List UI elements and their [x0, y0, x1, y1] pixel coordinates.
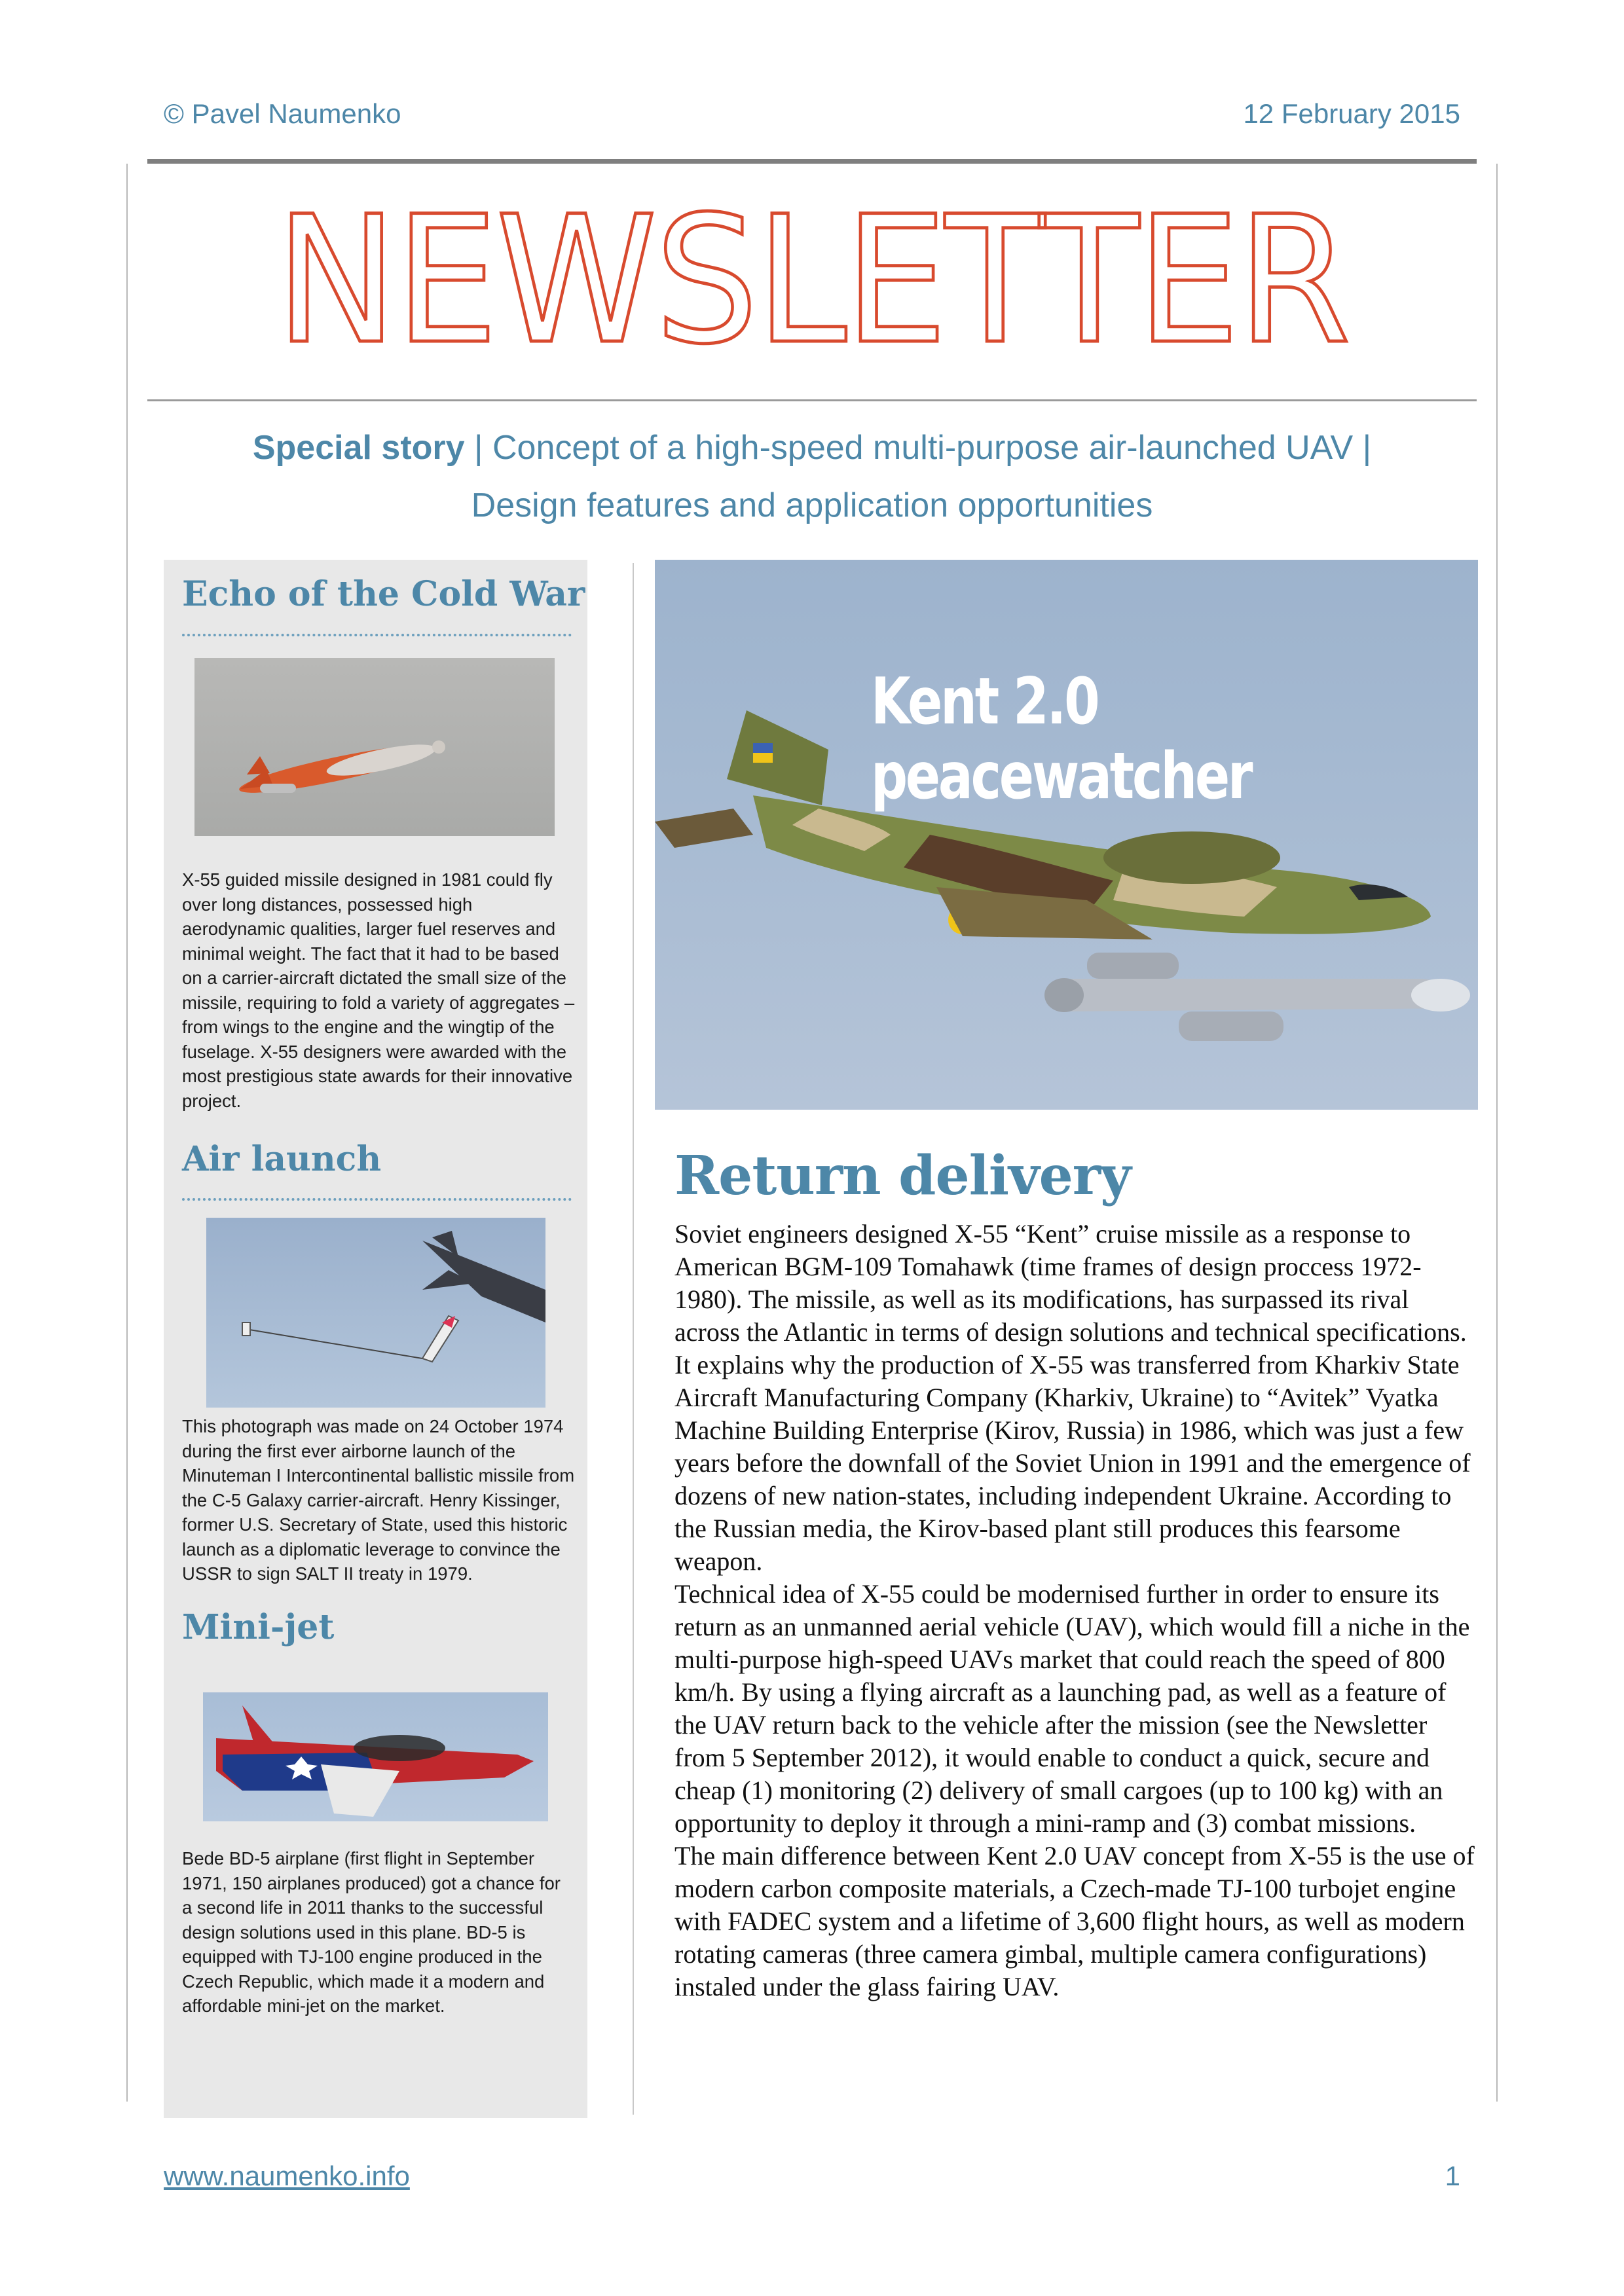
mini-jet-photo [203, 1692, 548, 1821]
article-title: Return delivery [674, 1144, 1131, 1207]
left-border [126, 164, 128, 2102]
top-rule [147, 159, 1477, 164]
header-author: © Pavel Naumenko [164, 98, 401, 129]
sidebar [164, 560, 587, 2118]
column-divider [633, 563, 634, 2115]
right-border [1496, 164, 1498, 2102]
article-body [674, 1218, 1480, 2003]
special-story-banner [164, 419, 1460, 534]
missile-photo [194, 658, 555, 836]
article-paragraph: It explains why the production of X-55 was transferred from Kharkiv State Aircraft Manufacturing Company (Kharkiv, Ukraine) to “Avitek” Vyatka Machine Building Enterprise (Kirov, Russia) in 1986, which was just a few years before the downfall of the Soviet Union in 1991 and the emergence of dozens of new nation-states, including independent Ukraine. According to the Russian media, the Kirov-based plant still produces this fearsome weapon. [674, 1350, 1471, 1576]
sidebar-text-cold-war: X-55 guided missile designed in 1981 could fly over long distances, possessed high aerodynamic qualities, larger fuel reserves and minimal weight. The fact that it had to be based on a carrier-aircraft dictated the small size of the missile, requiring to fold a variety of aggregates – from wings to the engine and the wingtip of the fuselage. X-55 designers were awarded with the most prestigious state awards for their innovative project. [182, 869, 575, 1111]
article-paragraph: The main difference between Kent 2.0 UAV concept from X-55 is the use of modern carbon composite materials, a Czech-made TJ-100 turbojet engine with FADEC system and a lifetime of 3,600 flight hours, as well as modern rotating cameras (three camera gimbal, multiple camera configurations) instaled under the glass fairing UAV. [674, 1841, 1475, 2001]
sidebar-text-air-launch: This photograph was made on 24 October 1974 during the first ever airborne launch of the Minuteman I Intercontinental ballistic missile from the C-5 Galaxy carrier-aircraft. Henry Kissinger, former U.S. Secretary of State, used this historic launch as a diplomatic leverage to convince the USSR to sign SALT II treaty in 1979. [182, 1416, 575, 1584]
special-story-label: Special story [252, 429, 465, 467]
masthead-title: NEWSLETTER [275, 179, 1349, 383]
sidebar-heading-air-launch: Air launch [182, 1139, 382, 1179]
sidebar-heading-mini-jet: Mini-jet [182, 1607, 335, 1647]
page-number: 1 [1445, 2160, 1460, 2191]
special-story-line1: | Concept of a high-speed multi-purpose air-launched UAV | [464, 429, 1372, 467]
article-paragraph: Technical idea of X-55 could be modernised further in order to ensure its return as an unmanned aerial vehicle (UAV), which would fill a niche in the multi-purpose high-speed UAVs market that could reach the speed of 800 km/h. By using a flying aircraft as a launching pad, as well as a feature of the UAV return back to the vehicle after the mission (see the Newsletter from 5 September 2012), it would enable to conduct a quick, secure and cheap (1) monitoring (2) delivery of small cargoes (up to 100 kg) with an opportunity to deploy it through a mini-ramp and (3) combat missions. [674, 1579, 1470, 1838]
sidebar-heading-cold-war: Echo of the Cold War [182, 574, 585, 614]
sidebar-divider [182, 1198, 572, 1201]
header-date: 12 February 2015 [1243, 98, 1460, 129]
sidebar-text-mini-jet: Bede BD-5 airplane (first flight in September 1971, 150 airplanes produced) got a chance for a second life in 2011 thanks to the successful design solutions used in this plane. BD-5 is equipped with TJ-100 engine produced in the Czech Republic, which made it a modern and affordable mini-jet on the market. [182, 1848, 561, 2016]
hero-caption: Kent 2.0 peacewatcher [871, 665, 1251, 814]
hero-image [655, 560, 1478, 1110]
masthead-rule [147, 399, 1477, 401]
article-paragraph: Soviet engineers designed X-55 “Kent” cruise missile as a response to American BGM-109 Tomahawk (time frames of design proccess 1972-1980). The missile, as well as its modifications, has surpassed its rival across the Atlantic in terms of design solutions and technical specifications. [674, 1219, 1467, 1347]
air-launch-photo [206, 1218, 545, 1408]
footer-website-link[interactable]: www.naumenko.info [164, 2160, 410, 2191]
special-story-line2: Design features and application opportunities [471, 486, 1153, 524]
sidebar-divider [182, 634, 572, 636]
